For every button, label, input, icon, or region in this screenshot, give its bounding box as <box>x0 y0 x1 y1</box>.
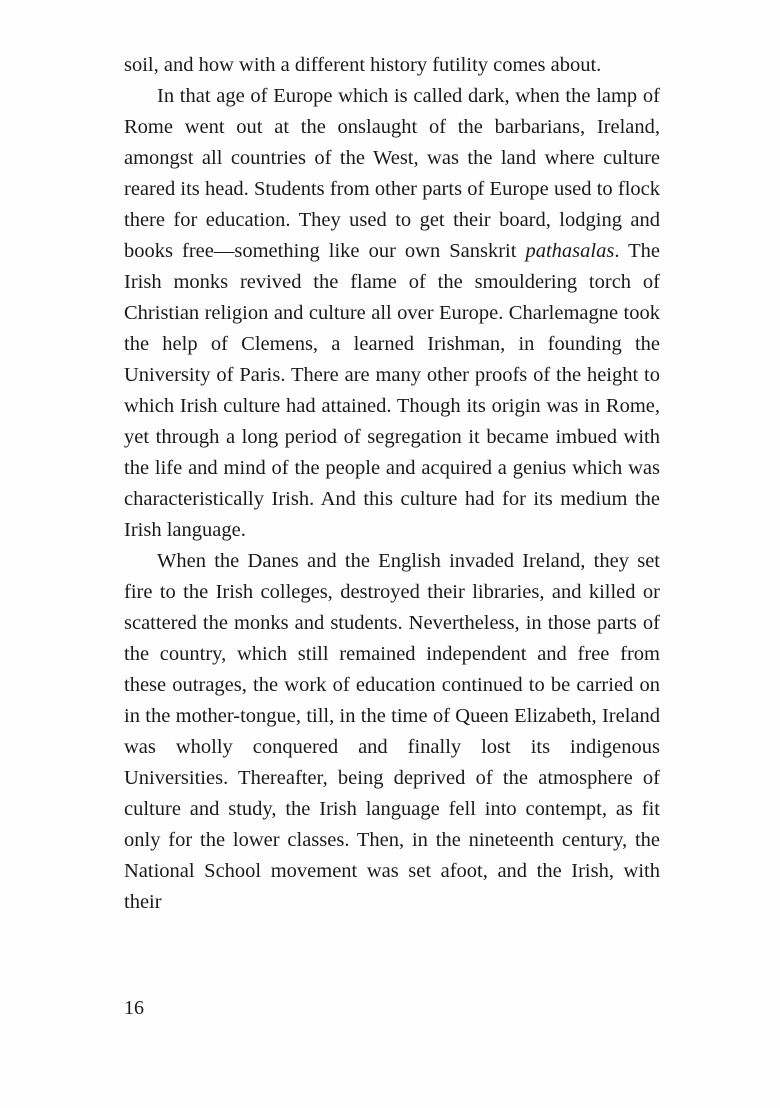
paragraph-invasion: When the Danes and the English invaded Ireland, they set fire to the Irish colleges, destroyed their libraries, and killed or scattered the monks and students. Nevertheless, in those parts of the country, which still remained independent and free from these outrages, the work of education continued to be carried on in the mother-tongue, till, in the time of Queen Elizabeth, Ireland was wholly conquered and finally lost its indigenous Universities. Thereafter, being deprived of the atmosphere of culture and study, the Irish language fell into contempt, as fit only for the lower classes. Then, in the nineteenth century, the National School movement was set afoot, and the Irish, with their <box>124 550 660 913</box>
paragraph-ireland-culture: In that age of Europe which is called dark, when the lamp of Rome went out at the onslaught of the barbarians, Ireland, amongst all countries of the West, was the land where culture reared its head. Students from other parts of Europe used to flock there for education. They used to get their board, lodging and books free—something like our own Sanskrit pathasalas. The Irish monks revived the flame of the smouldering torch of Christian religion and culture all over Europe. Charlemagne took the help of Clemens, a learned Irishman, in founding the University of Paris. There are many other proofs of the height to which Irish culture had attained. Though its origin was in Rome, yet through a long period of segregation it became imbued with the life and mind of the people and acquired a genius which was characteristically Irish. And this culture had for its medium the Irish language. <box>124 85 660 541</box>
paragraph-continuation: soil, and how with a different history futility comes about. <box>124 54 602 76</box>
body-text <box>124 50 660 918</box>
page-number: 16 <box>124 997 144 1019</box>
italic-term: pathasalas <box>525 240 615 262</box>
